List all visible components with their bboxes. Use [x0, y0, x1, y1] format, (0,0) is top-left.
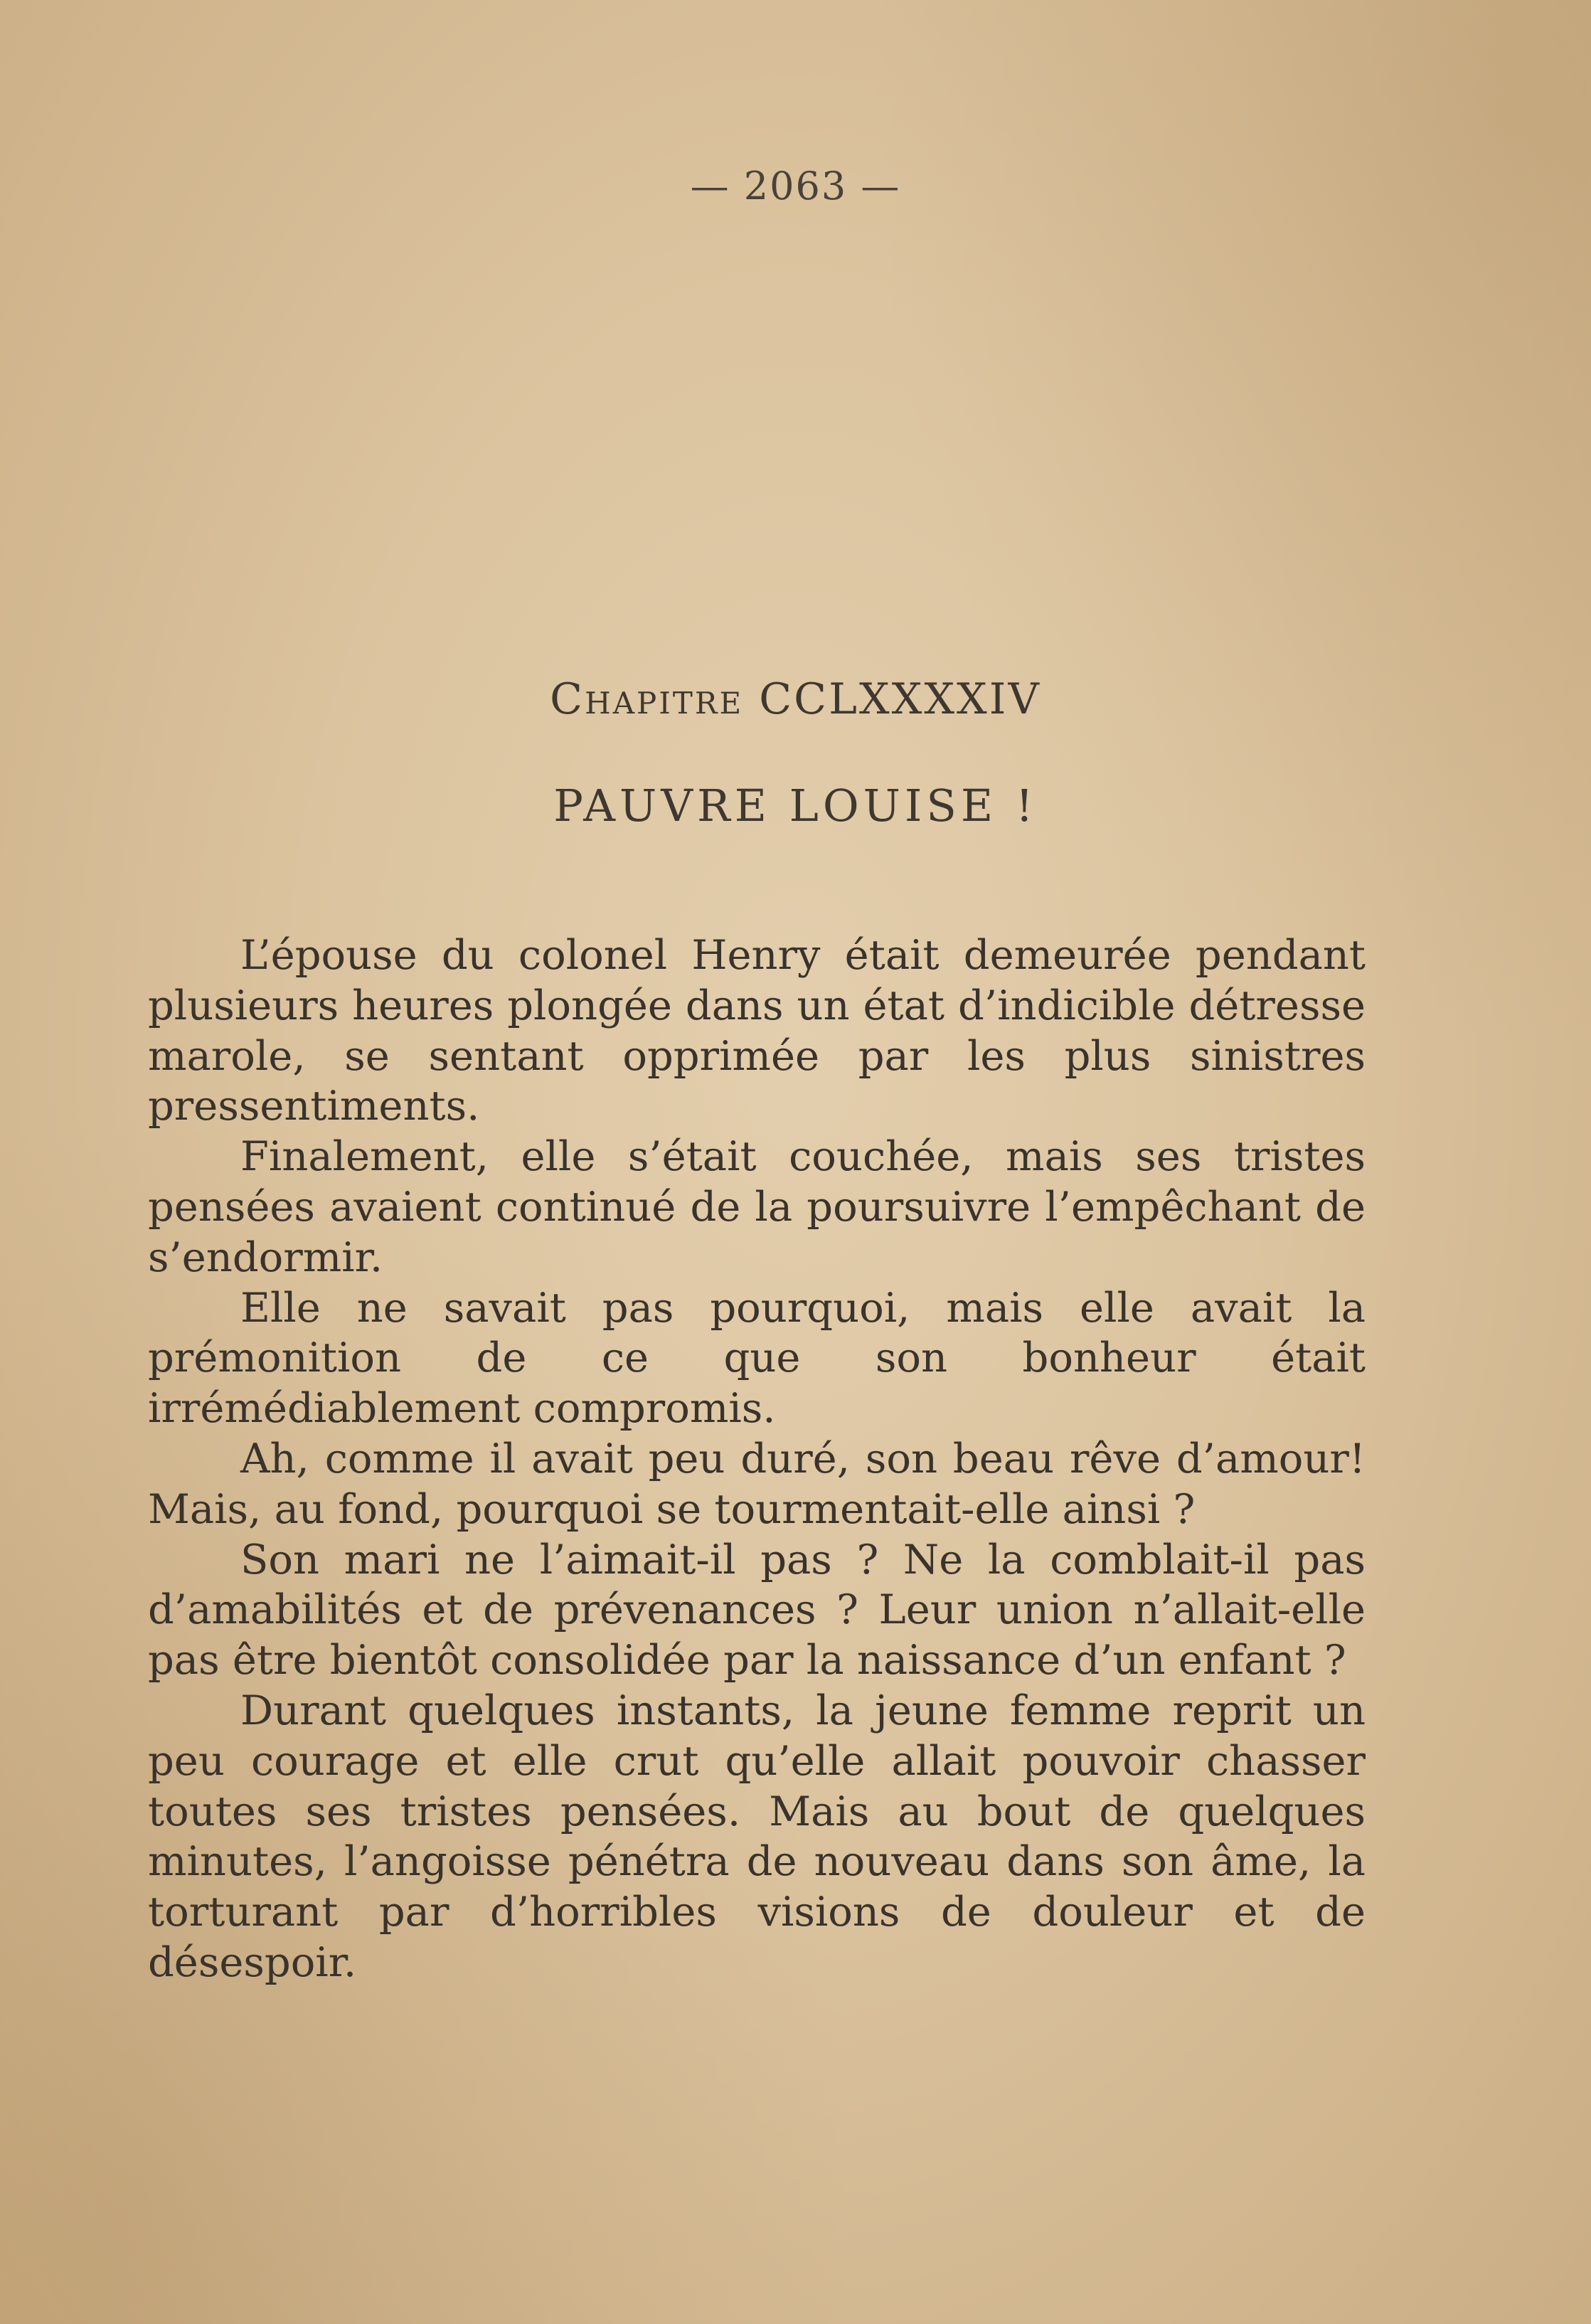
paragraph: Elle ne savait pas pourquoi, mais elle avait la prémonition de ce que son bonheur était irrémédiablement compromis.: [148, 1283, 1366, 1433]
paragraph: Finalement, elle s’était couchée, mais ses tristes pensées avaient continué de la poursuivre l’empêchant de s’endormir.: [148, 1132, 1366, 1281]
paragraph: Son mari ne l’aimait-il pas ? Ne la comblait-il pas d’amabilités et de prévenances ? Leur union n’allait-elle pas être bientôt consolidée par la naissance d’un enfant ?: [148, 1535, 1366, 1684]
page-number: — 2063 —: [690, 164, 901, 208]
chapter-title: Chapitre CCLXXXXIV: [550, 674, 1041, 724]
paragraph: Durant quelques instants, la jeune femme reprit un peu courage et elle crut qu’elle allait pouvoir chasser toutes ses tristes pensées. Mais au bout de quelques minutes, l’angoisse pénétra de nouveau dans son âme, la torturant par d’horribles visions de douleur et de désespoir.: [148, 1686, 1366, 1986]
paragraph: Ah, comme il avait peu duré, son beau rêve d’amour! Mais, au fond, pourquoi se tourmentait-elle ainsi ?: [148, 1434, 1366, 1533]
body-text: [148, 930, 1366, 1988]
paragraph: L’épouse du colonel Henry était demeurée pendant plusieurs heures plongée dans un état d’indicible détresse marole, se sentant opprimée par les plus sinistres pressentiments.: [148, 931, 1366, 1130]
chapter-heading: PAUVRE LOUISE !: [553, 780, 1038, 832]
